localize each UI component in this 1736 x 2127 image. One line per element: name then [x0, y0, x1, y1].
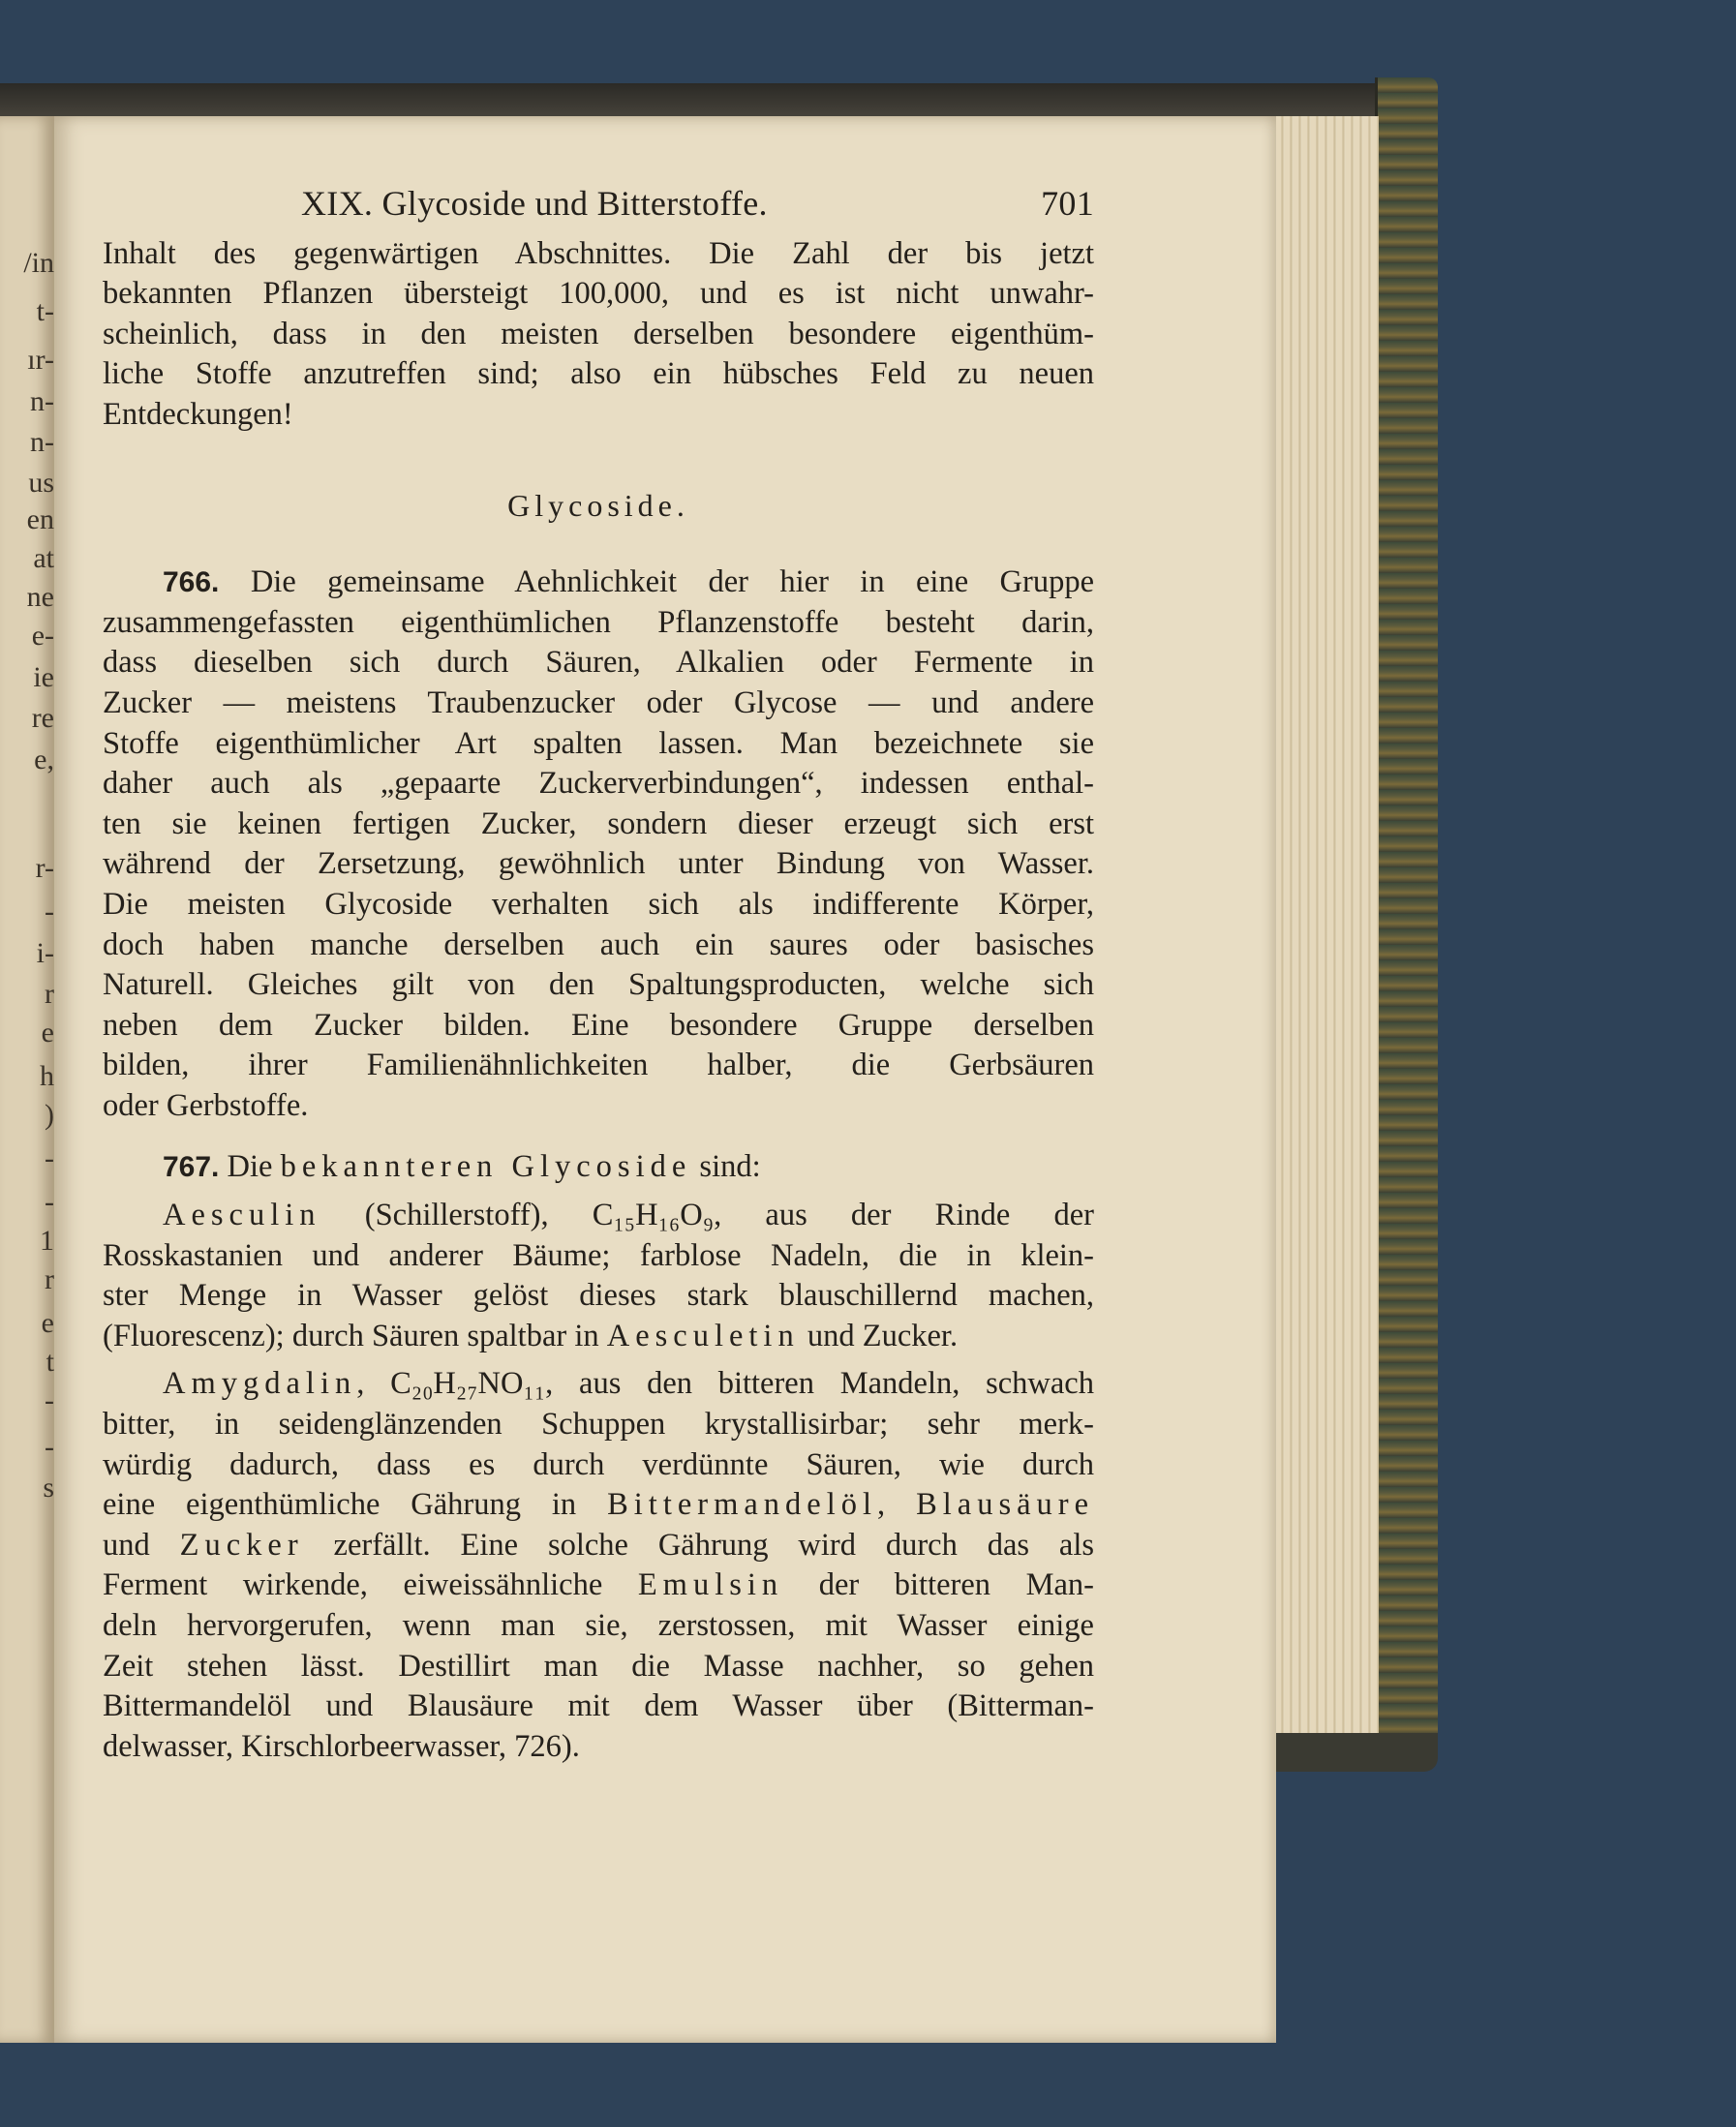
line-text: der bitteren Man-: [783, 1567, 1094, 1603]
line: Naturell. Gleiches gilt von den Spaltungsproducten, welche sich: [103, 967, 1094, 1003]
page-text: [103, 184, 1094, 1767]
line-text: ,: [877, 1487, 917, 1523]
line-text: Die: [227, 1149, 273, 1185]
paragraph-767: [103, 1147, 1094, 1188]
line-text: und Zucker.: [799, 1318, 959, 1353]
compound-name: Amygdalin: [163, 1366, 357, 1402]
section-title: Glycoside.: [507, 487, 689, 523]
line: [103, 1565, 1094, 1606]
line: Inhalt des gegenwärtigen Abschnittes. Die Zahl der bis jetzt: [103, 235, 1094, 271]
line-text: (Schillerstoff), C₁₅H₁₆O₉, aus der Rinde der: [320, 1198, 1094, 1233]
left-page-fragment: e,: [34, 744, 54, 775]
left-page-fragment: ne: [26, 581, 54, 613]
emphasis: Emulsin: [637, 1567, 784, 1603]
left-page-fragment: en: [26, 503, 54, 535]
entry-aesculin: [103, 1196, 1094, 1356]
left-page-fragment: r: [45, 978, 54, 1010]
line: [103, 1147, 1094, 1188]
left-page-fragment: r-: [35, 852, 54, 884]
line: [103, 1364, 1094, 1405]
left-page-fragment: h: [40, 1060, 54, 1092]
page-edges: [1276, 116, 1379, 1743]
line: deln hervorgerufen, wenn man sie, zerstossen, mit Wasser einige: [103, 1608, 1094, 1643]
left-page-fragment: re: [31, 702, 54, 734]
line: bilden, ihrer Familienähnlichkeiten halber, die Gerbsäuren: [103, 1048, 1094, 1083]
line: Zeit stehen lässt. Destillirt man die Masse nachher, so gehen: [103, 1648, 1094, 1684]
paragraph-number: 766.: [163, 566, 220, 599]
line: [103, 1196, 1094, 1236]
paragraph-766: [103, 562, 1094, 1126]
line-text: zerfällt. Eine solche Gährung wird durch das als: [303, 1527, 1095, 1563]
left-page-fragment: e: [41, 1017, 54, 1048]
left-page-fragment: /in: [23, 247, 54, 279]
running-header: [103, 184, 1094, 225]
header-title: XIX. Glycoside und Bitterstoffe.: [301, 184, 768, 223]
emphasis: Zucker: [179, 1527, 304, 1563]
line: würdig dadurch, dass es durch verdünnte Säuren, wie durch: [103, 1446, 1094, 1482]
line-text: Die gemeinsame Aehnlichkeit der hier in eine Gruppe: [250, 564, 1095, 600]
left-page-fragment: us: [28, 467, 54, 499]
line: delwasser, Kirschlorbeerwasser, 726).: [103, 1728, 580, 1764]
line: Entdeckungen!: [103, 396, 293, 432]
intro-paragraph: [103, 234, 1094, 436]
line-text: sind:: [699, 1149, 761, 1185]
line-text: Ferment wirkende, eiweissähnliche: [103, 1567, 638, 1603]
emphasis: bekannteren Glycoside: [280, 1149, 692, 1185]
left-page-fragment: e-: [31, 620, 54, 652]
left-page-fragment: -: [45, 1431, 54, 1463]
emphasis: Blausäure: [916, 1487, 1095, 1523]
left-page-fragment: -: [45, 896, 54, 927]
line: bekannten Pflanzen übersteigt 100,000, und es ist nicht unwahr-: [103, 276, 1094, 312]
line: [103, 1317, 1094, 1357]
line: Die meisten Glycoside verhalten sich als indifferente Körper,: [103, 886, 1094, 922]
left-page-fragment: t-: [36, 295, 54, 327]
line: zusammengefassten eigenthümlichen Pflanzenstoffe besteht darin,: [103, 604, 1094, 640]
left-page-fragment: at: [33, 542, 54, 574]
line: bitter, in seidenglänzenden Schuppen krystallisirbar; sehr merk-: [103, 1407, 1094, 1443]
left-page-fragment: ): [45, 1099, 54, 1131]
entry-amygdalin: [103, 1364, 1094, 1767]
paragraph-number: 767.: [163, 1151, 220, 1184]
line: [103, 1485, 1094, 1526]
left-page-fragment: -: [45, 1384, 54, 1416]
line: oder Gerbstoffe.: [103, 1087, 309, 1123]
left-page-fragment: i-: [36, 937, 54, 969]
line: während der Zersetzung, gewöhnlich unter Bindung von Wasser.: [103, 846, 1094, 882]
left-page-fragment: 1: [40, 1225, 54, 1257]
line: Rosskastanien und anderer Bäume; farblose Nadeln, die in klein-: [103, 1237, 1094, 1273]
line: dass dieselben sich durch Säuren, Alkalien oder Fermente in: [103, 645, 1094, 681]
left-page-fragment: r: [45, 1263, 54, 1295]
left-page-fragment: ır-: [27, 344, 54, 376]
line-text: , C₂₀H₂₇NO₁₁, aus den bitteren Mandeln, schwach: [356, 1366, 1094, 1402]
line: Bittermandelöl und Blausäure mit dem Wasser über (Bitterman-: [103, 1688, 1094, 1724]
emphasis: Aesculetin: [606, 1318, 800, 1353]
left-page-fragment: n-: [30, 385, 54, 417]
left-page-fragment: ie: [33, 661, 54, 693]
book-cover-bottom: [1259, 1733, 1438, 1772]
left-page-fragment: -: [45, 1142, 54, 1174]
line: doch haben manche derselben auch ein saures oder basisches: [103, 927, 1094, 962]
left-page-fragment: -: [45, 1186, 54, 1218]
line: ster Menge in Wasser gelöst dieses stark blauschillernd machen,: [103, 1278, 1094, 1314]
line: Zucker — meistens Traubenzucker oder Glycose — und andere: [103, 684, 1094, 720]
line-text: und: [103, 1527, 180, 1563]
line: Stoffe eigenthümlicher Art spalten lassen. Man bezeichnete sie: [103, 725, 1094, 761]
line: ten sie keinen fertigen Zucker, sondern dieser erzeugt sich erst: [103, 805, 1094, 841]
line: liche Stoffe anzutreffen sind; also ein hübsches Feld zu neuen: [103, 356, 1094, 392]
line-text: (Fluorescenz); durch Säuren spaltbar in: [103, 1318, 607, 1353]
left-page-fragment: e: [41, 1307, 54, 1339]
line: [103, 562, 1094, 603]
line-text: eine eigenthümliche Gährung in: [103, 1487, 608, 1523]
left-page-fragment: s: [43, 1472, 54, 1504]
left-page-fragment: t: [46, 1346, 54, 1378]
page-number: 701: [1041, 184, 1094, 223]
left-page-fragment: n-: [30, 426, 54, 458]
line: daher auch als „gepaarte Zuckerverbindungen“, indessen enthal-: [103, 766, 1094, 802]
compound-name: Aesculin: [163, 1198, 321, 1233]
line: [103, 1526, 1094, 1566]
line: neben dem Zucker bilden. Eine besondere Gruppe derselben: [103, 1007, 1094, 1043]
line: scheinlich, dass in den meisten derselben besondere eigenthüm-: [103, 316, 1094, 351]
book-spine: [1375, 77, 1438, 1762]
emphasis: Bittermandelöl: [607, 1487, 878, 1523]
